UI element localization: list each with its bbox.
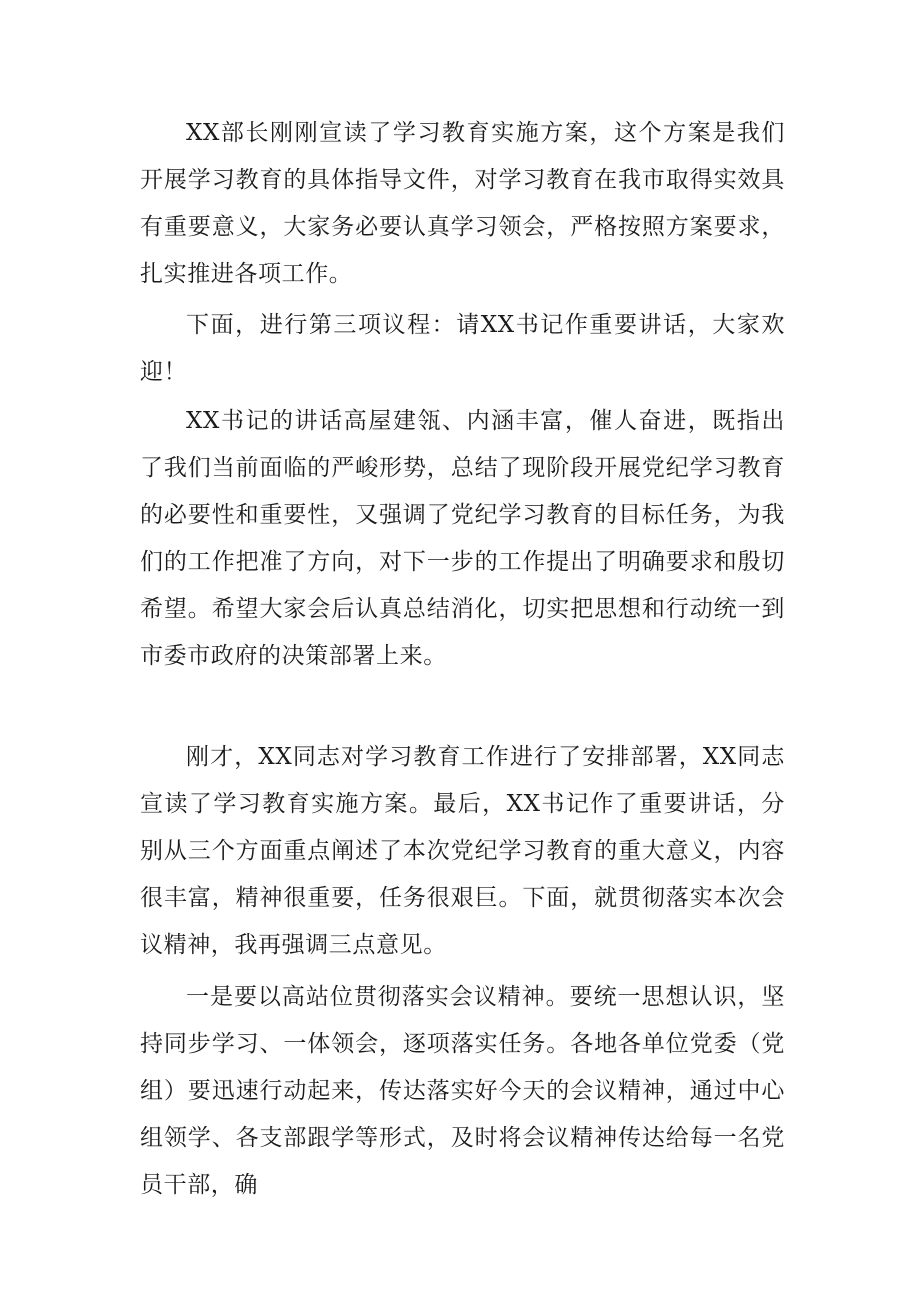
paragraph-3-block: [140, 398, 785, 680]
paragraph-2-block: [140, 302, 785, 396]
paragraph: 一是要以高站位贯彻落实会议精神。要统一思想认识，坚持同步学习、一体领会，逐项落实任务。各地各单位党委（党组）要迅速行动起来，传达落实好今天的会议精神，通过中心组领学、各支部跟学等形式，及时将会议精神传达给每一名党员干部，确: [140, 984, 785, 1198]
paragraph: 刚才，XX同志对学习教育工作进行了安排部署，XX同志宣读了学习教育实施方案。最后，XX书记作了重要讲话，分别从三个方面重点阐述了本次党纪学习教育的重大意义，内容很丰富，精神很重要，任务很艰巨。下面，就贯彻落实本次会议精神，我再强调三点意见。: [140, 744, 785, 958]
paragraph-4-block: [140, 734, 785, 969]
paragraph: 下面，进行第三项议程：请XX书记作重要讲话，大家欢迎！: [140, 312, 785, 385]
paragraph-5-block: [140, 974, 785, 1209]
paragraph: XX部长刚刚宣读了学习教育实施方案，这个方案是我们开展学习教育的具体指导文件，对学习教育在我市取得实效具有重要意义，大家务必要认真学习领会，严格按照方案要求，扎实推进各项工作。: [140, 120, 785, 287]
paragraph-1-block: [140, 110, 785, 298]
paragraph: XX书记的讲话高屋建瓴、内涵丰富，催人奋进，既指出了我们当前面临的严峻形势，总结了现阶段开展党纪学习教育的必要性和重要性，又强调了党纪学习教育的目标任务，为我们的工作把准了方向，对下一步的工作提出了明确要求和殷切希望。希望大家会后认真总结消化，切实把思想和行动统一到市委市政府的决策部署上来。: [140, 408, 785, 669]
